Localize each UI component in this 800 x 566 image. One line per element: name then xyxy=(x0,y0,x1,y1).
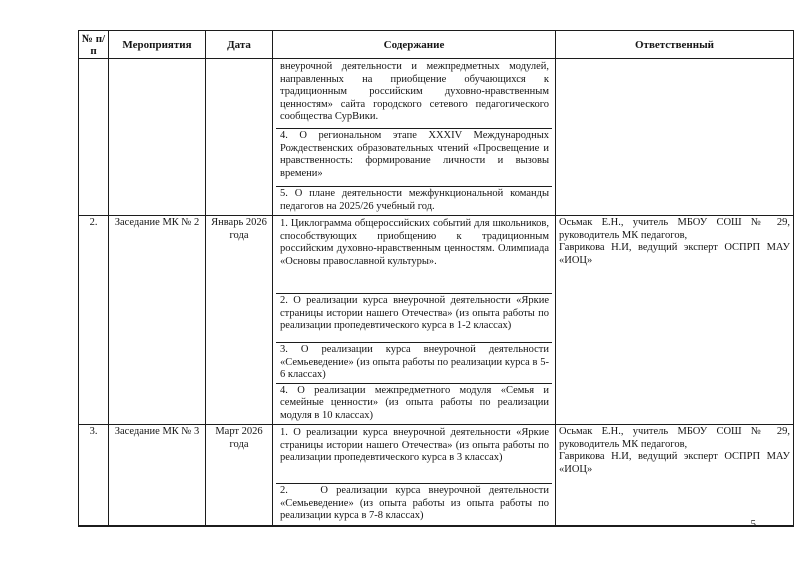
responsible-line: Гаврикова Н.И, ведущий эксперт ОСПРП МАУ «ИОЦ» xyxy=(559,242,790,266)
cell-date: Январь 2026 года xyxy=(206,216,273,425)
cell-content xyxy=(273,59,556,216)
cell-num xyxy=(79,59,109,216)
table-row-3 xyxy=(79,425,794,526)
col-header-event: Мероприятия xyxy=(109,31,206,59)
cell-content xyxy=(273,425,556,526)
content-item: 5. О плане деятельности межфункциональной команды педагогов на 2025/26 учебный год. xyxy=(280,188,549,212)
content-item: 2. О реализации курса внеурочной деятельности «Семьеведение» (из опыта работы из опыта работы по реализации курса в 7-8 классах) xyxy=(280,485,549,521)
content-item: 2. О реализации курса внеурочной деятельности «Яркие страницы истории нашего Отечества» (из опыта работы по реализации пропедевтического курса в 1-2 классах) xyxy=(276,294,552,343)
cell-date xyxy=(206,59,273,216)
page-number: 5 xyxy=(750,518,756,530)
content-item: 3. О реализации курса внеурочной деятельности «Семьеведение» (из опыта работы по реализации курса в 5-6 классах) xyxy=(276,343,552,384)
cell-responsible xyxy=(556,425,794,526)
col-header-date: Дата xyxy=(206,31,273,59)
responsible-line: Гаврикова Н.И, ведущий эксперт ОСПРП МАУ «ИОЦ» xyxy=(559,451,790,475)
cell-responsible xyxy=(556,59,794,216)
cell-content xyxy=(273,216,556,425)
content-item: 4. О региональном этапе XXXIV Международных Рождественских образовательных чтений «Просвещение и нравственность: формирование личности и вызовы времени» xyxy=(276,129,552,187)
cell-event: Заседание МК № 2 xyxy=(109,216,206,425)
content-item: внеурочной деятельности и межпредметных модулей, направленных на приобщение обучающихся к традиционным российским духовно-нравственным ценностям» сайта городского сетевого педагогического сообщества СурВики. xyxy=(276,60,552,129)
table-row-2 xyxy=(79,216,794,425)
cell-event: Заседание МК № 3 xyxy=(109,425,206,526)
content-item: 1. Циклограмма общероссийских событий для школьников, способствующих приобщению к традиционным российским духовно-нравственным ценностям. Олимпиада «Основы православной культуры». xyxy=(276,217,552,294)
cell-num: 3. xyxy=(79,425,109,526)
col-header-num: № п/п xyxy=(79,31,109,59)
content-item: 4. О реализации межпредметного модуля «Семья и семейные ценности» (из опыта работы по реализации модуля в 10 классах) xyxy=(280,384,549,421)
table-row-continuation xyxy=(79,59,794,216)
col-header-content: Содержание xyxy=(273,31,556,59)
plan-table xyxy=(78,30,794,527)
responsible-line: Осьмак Е.Н., учитель МБОУ СОШ № 29, руководитель МК педагогов, xyxy=(559,426,790,450)
col-header-responsible: Ответственный xyxy=(556,31,794,59)
cell-responsible xyxy=(556,216,794,425)
header-row xyxy=(79,31,794,59)
responsible-line: Осьмак Е.Н., учитель МБОУ СОШ № 29, руководитель МК педагогов, xyxy=(559,217,790,241)
cell-num: 2. xyxy=(79,216,109,425)
cell-date: Март 2026 года xyxy=(206,425,273,526)
cell-event xyxy=(109,59,206,216)
content-item: 1. О реализации курса внеурочной деятельности «Яркие страницы истории нашего Отечества» (из опыта работы по реализации пропедевтического курса в 3 классах) xyxy=(276,426,552,484)
